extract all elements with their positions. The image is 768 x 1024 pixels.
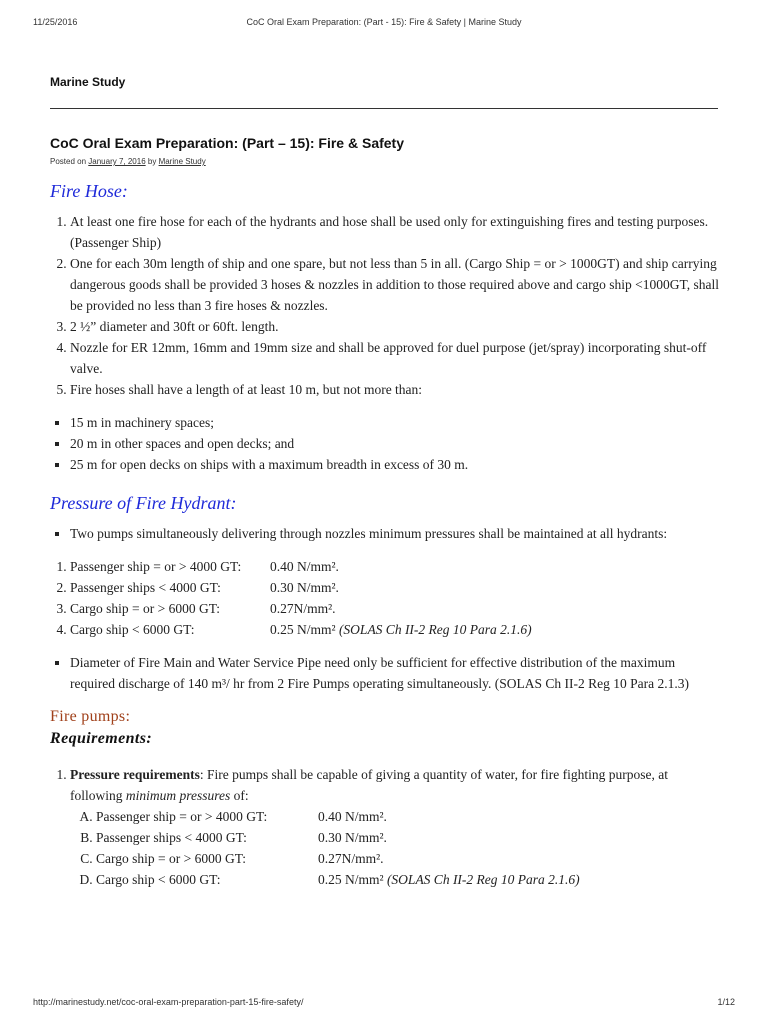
pressure-row: B. Passenger ships < 4000 GT: 0.30 N/mm². [96, 827, 720, 848]
list-item: ▪ 20 m in other spaces and open decks; and [70, 433, 720, 454]
requirements-heading: Requirements: [50, 730, 153, 747]
pressure-intro-list [50, 523, 720, 544]
pressure-row: D. Cargo ship < 6000 GT: 0.25 N/mm² (SOLAS Ch II-2 Reg 10 Para 2.1.6) [96, 869, 720, 890]
list-item: 5. Fire hoses shall have a length of at least 10 m, but not more than: [70, 379, 720, 400]
fire-hose-list [50, 211, 720, 400]
list-item: ▪ Two pumps simultaneously delivering through nozzles minimum pressures shall be maintained at all hydrants: [70, 523, 720, 544]
diameter-note-list [50, 652, 720, 694]
list-item: 4. Nozzle for ER 12mm, 16mm and 19mm size and shall be approved for duel purpose (jet/spray) incorporating shut-off valve. [70, 337, 720, 379]
pressure-heading: Pressure of Fire Hydrant: [50, 493, 237, 513]
meta-by: by [147, 157, 157, 166]
pump-pressure-list [70, 806, 720, 890]
list-item: 1. Pressure requirements: Fire pumps shall be capable of giving a quantity of water, for fire fighting purpose, at following minimum pressures of: A. Passenger ship = or > 4000 GT: 0.40 N/mm². B. Passenger ships < 4000 GT: 0.30 N/mm². C. Cargo ship = or > 6000 GT: 0.27N/mm². D. Cargo ship < 6000 GT: 0.25 N/mm² (SOLAS Ch II-2 Reg 10 Para 2.1.6) [70, 764, 720, 890]
pressure-row: C. Cargo ship = or > 6000 GT: 0.27N/mm². [96, 848, 720, 869]
hose-length-list [50, 412, 720, 475]
meta-prefix: Posted on [50, 157, 87, 166]
pressure-list [50, 556, 720, 640]
list-item: ▪ 15 m in machinery spaces; [70, 412, 720, 433]
pressure-row: A. Passenger ship = or > 4000 GT: 0.40 N/mm². [96, 806, 720, 827]
header-divider [50, 108, 718, 109]
list-item: 1. At least one fire hose for each of the hydrants and hose shall be used only for extinguishing fires and testing purposes. (Passenger Ship) [70, 211, 720, 253]
site-title[interactable]: Marine Study [50, 75, 126, 89]
post-title: CoC Oral Exam Preparation: (Part – 15): Fire & Safety [50, 135, 404, 151]
post-date-link[interactable]: January 7, 2016 [88, 157, 146, 166]
pressure-row: 3. Cargo ship = or > 6000 GT: 0.27N/mm². [70, 598, 720, 619]
list-item: 2. One for each 30m length of ship and one spare, but not less than 5 in all. (Cargo Ship = or > 1000GT) and ship carrying dangerous goods shall be provided 3 hoses & nozzles in addition to those required above and cargo ship <1000GT, shall be provided no less than 3 fire hoses & nozzles. [70, 253, 720, 316]
list-item: ▪ Diameter of Fire Main and Water Service Pipe need only be sufficient for effective distribution of the maximum required discharge of 140 m³/ hr from 2 Fire Pumps operating simultaneously. (SOLAS Ch II-2 Reg 10 Para 2.1.3) [70, 652, 720, 694]
fire-pumps-heading: Fire pumps: [50, 708, 131, 725]
list-item: ▪ 25 m for open decks on ships with a maximum breadth in excess of 30 m. [70, 454, 720, 475]
post-content [50, 175, 720, 890]
req-label: Pressure requirements [70, 767, 200, 782]
print-url: http://marinestudy.net/coc-oral-exam-preparation-part-15-fire-safety/ [33, 997, 304, 1007]
post-meta [50, 157, 206, 166]
pressure-row: 2. Passenger ships < 4000 GT: 0.30 N/mm². [70, 577, 720, 598]
print-footer [0, 997, 768, 1011]
fire-hose-heading: Fire Hose: [50, 181, 128, 201]
requirements-list [50, 764, 720, 890]
print-page-title: CoC Oral Exam Preparation: (Part - 15): Fire & Safety | Marine Study [246, 17, 522, 27]
author-link[interactable]: Marine Study [158, 157, 206, 166]
pressure-row: 1. Passenger ship = or > 4000 GT: 0.40 N/mm². [70, 556, 720, 577]
list-item: 3. 2 ½” diameter and 30ft or 60ft. length. [70, 316, 720, 337]
print-header [0, 17, 768, 31]
page-number: 1/12 [717, 997, 735, 1007]
print-date: 11/25/2016 [33, 17, 78, 27]
pressure-row: 4. Cargo ship < 6000 GT: 0.25 N/mm² (SOLAS Ch II-2 Reg 10 Para 2.1.6) [70, 619, 720, 640]
